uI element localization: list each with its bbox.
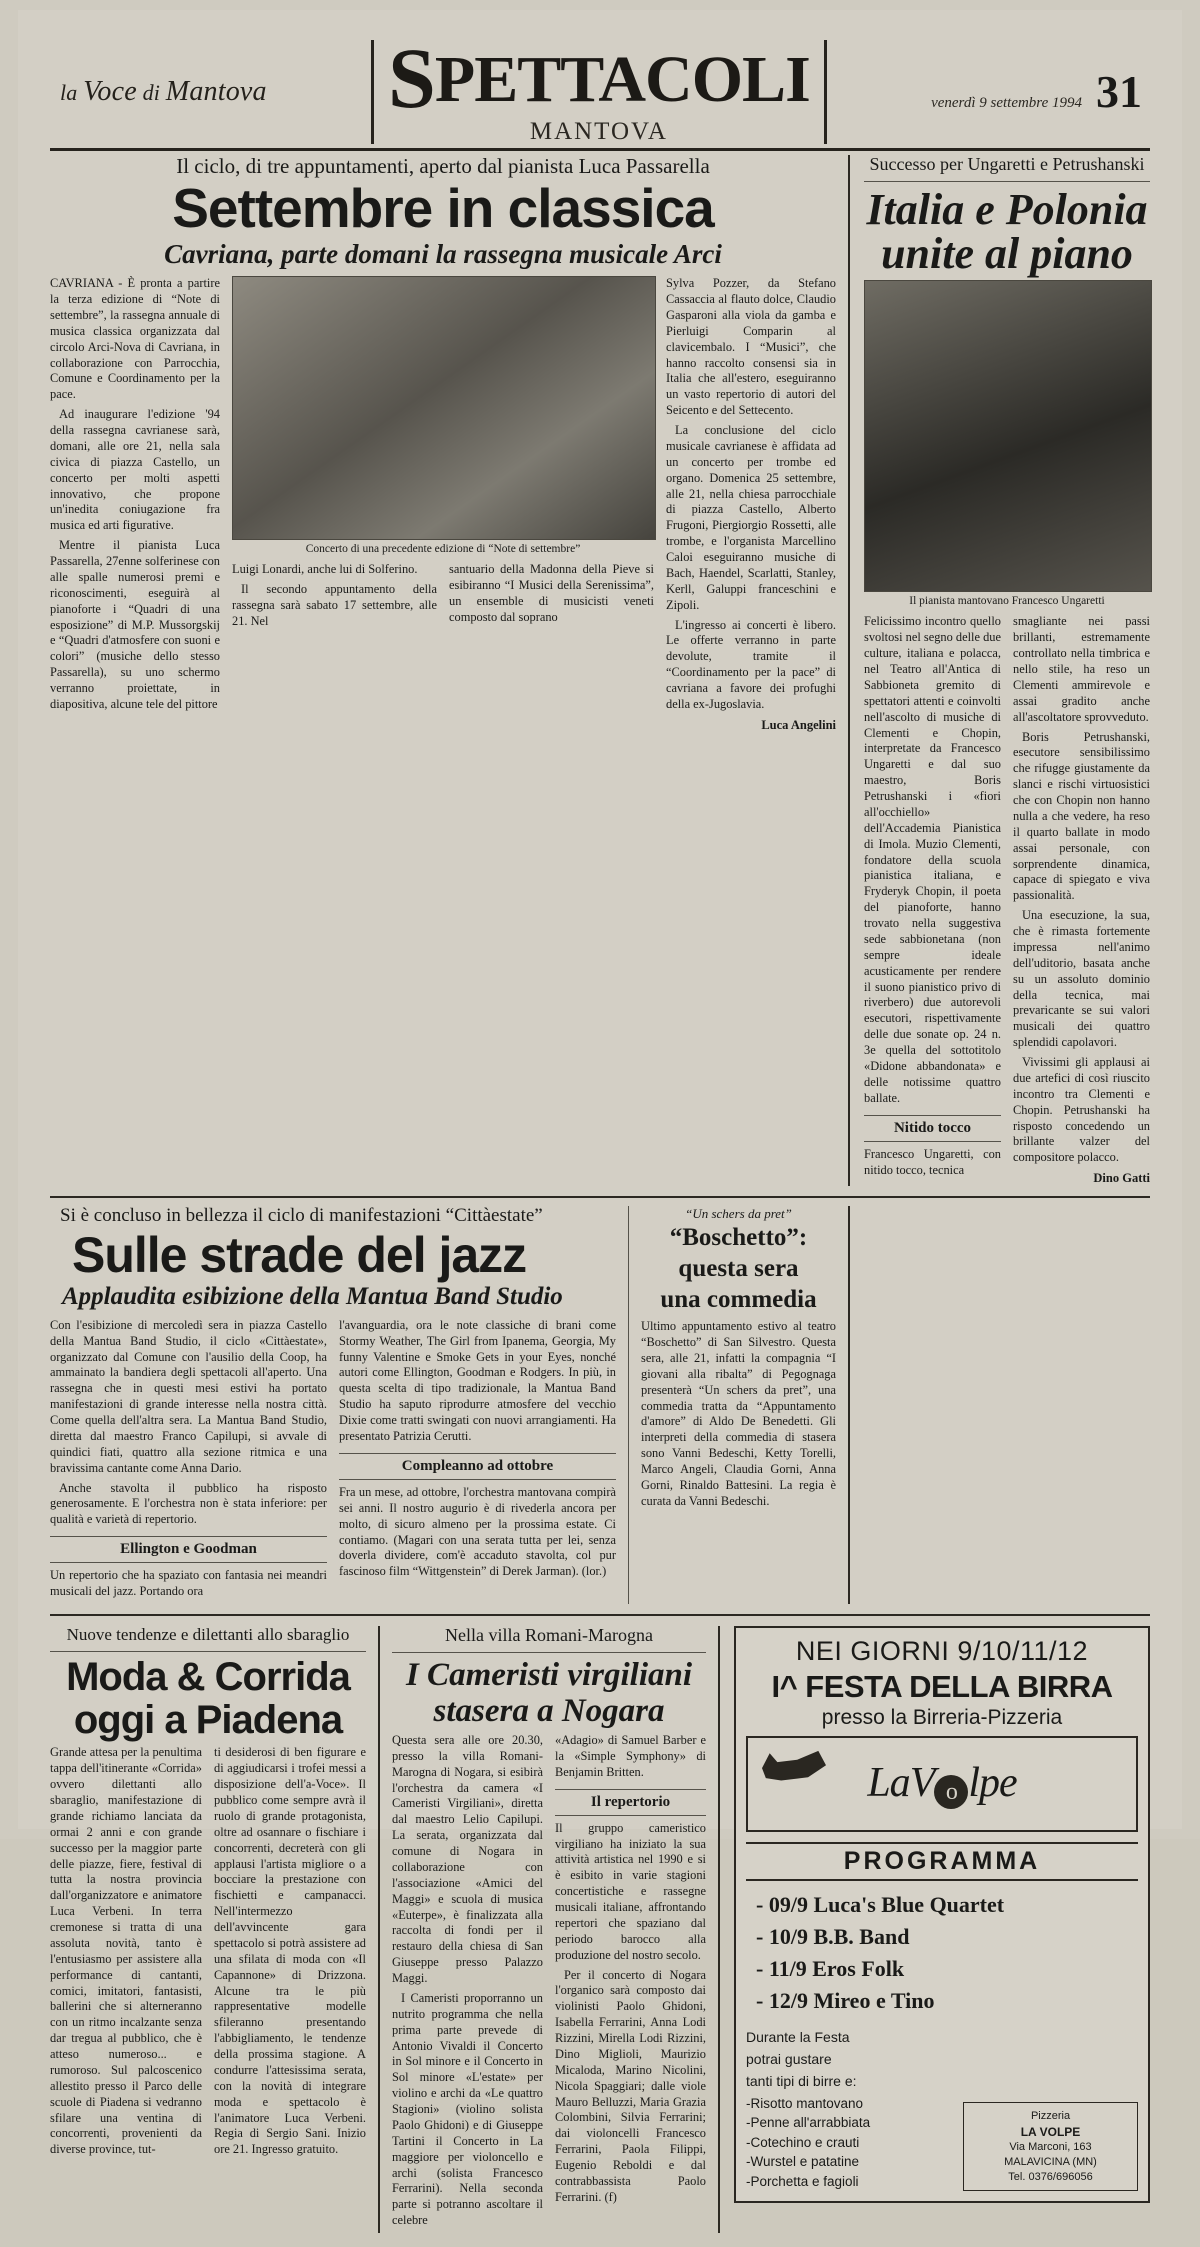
paragraph: Ad inaugurare l'edizione '94 della rassegna cavrianese sarà, domani, alle ore 21, nella sala civica di piazza Castello, un concerto per molti aspetti innovativo, che propone un'inedita coniugazione fra musica ed arti figurative. [50, 407, 220, 533]
article-jazz [50, 1206, 850, 1604]
ad-logo-v: V [909, 1760, 935, 1807]
article-column-2 [232, 562, 437, 634]
publication-logo-la: la [60, 80, 78, 106]
moda-headline-1: Moda & Corrida [66, 1654, 350, 1699]
ad-menu-lead-2: potrai gustare [746, 2050, 832, 2067]
publication-logo-voce: Voce [83, 76, 137, 108]
ad-menu-item: -Wurstel e patatine [746, 2154, 860, 2170]
article-column-4 [666, 276, 836, 733]
paragraph: Per il concerto di Nogara l'organico sarà composto dai violinisti Paolo Ghidoni, Isabella Ferrarini, Anna Lodi Rizzini, Mirella Lodi Rizzini, Dino Miglioli, Maurizio Micaloda, Marino Nicolini, Nicola Spaggiari; dalle viole Mauro Belluzzi, Maria Grazia Colombini, Silvia Ferrarini; dai violoncelli Francesco Ferrarini, Paola Filippi, Eugenio Reboldi e dal contrabbassista Paolo Ferrarini. (f) [555, 1967, 706, 2204]
piano-signature: Dino Gatti [1093, 1171, 1150, 1186]
paragraph: ti desiderosi di ben figurare e di aggiudicarsi i trofei messi a disposizione dell'a-Voce». Il pubblico come sempre avrà il ruolo di grande protagonista, oltre ad osannare o fischiare i concorrenti, decreterà con gli applausi l'artista migliore o a bocciare la prestazione con fischietti e campanacci. Nell'intermezzo dell'avvincente gara spettacolo si potrà assistere ad una sfilata di moda con «Il Capannone» di Drizzona. Alcune tra le più rappresentative modelle sfileranno presentando l'abbigliamento, le tendenze della prossima stagione. A condurre l'attesissima serata, con la novità di integrare moda e spettacolo è l'animatore Luca Verbeni. Regia di Sergio Sani. Inizio ore 21. Ingresso gratuito. [214, 1745, 366, 2157]
ad-program-list [746, 1889, 1138, 2017]
ad-program-title: PROGRAMMA [746, 1842, 1138, 1881]
jazz-headline: Sulle strade del jazz [72, 1227, 527, 1284]
ad-menu-item: -Porchetta e fagioli [746, 2173, 859, 2189]
cameristi-headline-1: I Cameristi virgiliani [405, 1656, 693, 1693]
ad-menu [746, 2027, 953, 2192]
article-kicker: Il ciclo, di tre appuntamenti, aperto dal pianista Luca Passarella [176, 154, 710, 179]
jazz-column-2 [339, 1318, 616, 1604]
section-subtitle: MANTOVA [529, 118, 668, 146]
paragraph: Boris Petrushanski, esecutore sensibilissimo che rifugge giustamente da slanci e rischi virtuosistici che con Chopin non hanno nulla a che vedere, ha reso il quarto ballate in modo assai personale, con sorprendente dinamica, capace di spiegato e viva passionalità. [1013, 729, 1150, 903]
boschetto-headline-3: una commedia [660, 1286, 817, 1314]
paragraph: I Cameristi proporranno un nutrito programma che nella prima parte prevede di Antonio Vivaldi il Concerto in Sol minore e il Concerto in Sol minore «L'estate» per violino e archi da «Le quattro Stagioni» (violino solista Paolo Ghidoni) e di Giuseppe Tartini il Concerto in La maggiore per violoncello e archi (solista Francesco Ferrarini). Nella seconda parte si potranno ascoltare il celebre [392, 1990, 543, 2228]
pianist-photo [864, 280, 1152, 592]
page-number: 31 [1096, 66, 1142, 118]
ad-logo-la: La [867, 1760, 910, 1807]
paragraph: «Adagio» di Samuel Barber e la «Simple Symphony» di Benjamin Britten. [555, 1732, 706, 1779]
ad-business-card [963, 2102, 1138, 2192]
paragraph: Mentre il pianista Luca Passarella, 27enne solferinese con alle spalle numerosi premi e riconoscimenti, eseguirà al pianoforte i “Quadri di una esposizione” di M.P. Mussorgskij e “Quadri d'atmosfere con suoni e colori” (musiche dello stesso Passarella), su uno schermo verranno proiettate, in diapositiva, alcune tele del pittore [50, 538, 220, 711]
cameristi-columns [392, 1733, 706, 2233]
cameristi-column-2 [555, 1733, 706, 2233]
paragraph: Ultimo appuntamento estivo al teatro “Boschetto” di San Silvestro. Questa sera, alle 21, infatti la compagnia “I giovani alla ribalta” di Pegognaga presenterà “Un schers da pret”, una commedia tratta da “Appuntamento d'amore” di Aldo De Benedetti. Gli interpreti della commedia di stasera sono Vanni Bedeschi, Ketty Torelli, Marco Angeli, Claudia Gorni, Anna Gorni, Rinaldo Battesini. La regia è curata da Vanni Bedeschi. [641, 1319, 836, 1508]
divider [50, 1651, 366, 1652]
paragraph: Anche stavolta il pubblico ha risposto generosamente. E l'orchestra non è stata inferiore: per qualità e varietà di repertorio. [50, 1480, 327, 1527]
divider [392, 1652, 706, 1653]
jazz-mid-head-1: Ellington e Goodman [50, 1536, 327, 1563]
ad-title: I^ FESTA DELLA BIRRA [771, 1669, 1113, 1705]
jazz-subhead: Applaudita esibizione della Mantua Band Studio [62, 1282, 563, 1310]
paragraph: l'avanguardia, ora le note classiche di brani come Stormy Weather, The Girl from Ipanema, Georgia, My funny Valentine e Smoke Gets in your Eyes, nonché autori come Ellington, Goodman e Rodgers. In più, in questa scelta di tipo tradizionale, la Mantua Band Studio ha saputo riprodurre atmosfere del vecchio Dixie come tratti swingati con nuovi arrangiamenti. Ha presentato Patrizia Cerutti. [339, 1317, 616, 1443]
moda-column-1 [50, 1745, 202, 2162]
piano-columns [864, 614, 1150, 1186]
ad-card-phone: Tel. 0376/696056 [1008, 2170, 1093, 2183]
ad-menu-lead-3: tanti tipi di birre e: [746, 2073, 857, 2090]
masthead-center [371, 30, 827, 146]
paragraph: CAVRIANA - È pronta a partire la terza edizione di “Note di settembre”, la rassegna annuale di musica classica organizzata dal circolo Arci-Nova di Cavriana, in collaborazione con Parrocchia, Comune e Coordinamento per la pace. [50, 276, 220, 402]
ad-program-item: - 10/9 B.B. Band [756, 1924, 910, 1949]
article-headline: Settembre in classica [172, 177, 714, 240]
article-photo-block [232, 276, 654, 733]
paragraph: Francesco Ungaretti, con nitido tocco, tecnica [864, 1146, 1001, 1177]
ad-card-name: LA VOLPE [1020, 2124, 1081, 2139]
piano-headline-line2: unite al piano [881, 229, 1133, 279]
article-columns [50, 276, 836, 733]
boschetto-headline-1: “Boschetto”: [669, 1224, 808, 1252]
section-title [388, 30, 810, 126]
cameristi-column-1 [392, 1733, 543, 2233]
moda-headline-2: oggi a Piadena [73, 1697, 343, 1742]
photo-caption: Concerto di una precedente edizione di “Note di settembre” [305, 543, 581, 556]
ad-card-address: Via Marconi, 163 [1009, 2140, 1092, 2153]
article-boschetto [629, 1206, 836, 1604]
jazz-mid-head-2: Compleanno ad ottobre [339, 1453, 616, 1480]
publication-logo [50, 76, 267, 108]
ad-menu-item: -Risotto mantovano [746, 2095, 864, 2111]
paragraph: Il secondo appuntamento della rassegna sarà sabato 17 settembre, alle 21. Nel [232, 582, 437, 629]
article-column-1 [50, 276, 220, 733]
jazz-columns [50, 1318, 616, 1604]
ad-program-item: - 12/9 Mireo e Tino [756, 1987, 935, 2013]
paragraph: Una esecuzione, la sua, che è rimasta fortemente impressa nell'animo dell'uditorio, basata anche su un assoluto dominio della tecnica, mai prevaricante se sui valori musicali dei quattro splendidi capolavori. [1013, 908, 1150, 1050]
ad-logo-text [867, 1759, 1016, 1809]
moda-kicker: Nuove tendenze e dilettanti allo sbaraglio [66, 1625, 350, 1645]
publication-logo-city: Mantova [165, 76, 267, 108]
paragraph: santuario della Madonna della Pieve si esibiranno “I Musici della Serenissima”, un ensemble di musicisti veneti composto dal soprano [449, 562, 654, 625]
boschetto-body [641, 1319, 836, 1510]
bottom-section [50, 1614, 1150, 2233]
ad-logo-o: o [934, 1775, 968, 1809]
fox-icon [762, 1746, 826, 1786]
paragraph: Fra un mese, ad ottobre, l'orchestra mantovana compirà sei anni. Il nostro augurio è di rivederla ancora per molto, di sicuro almeno per la prossima estate. Ci contiamo. (Magari con una serata tutta per lei, senza doverla dividere, com'è accaduto stavolta, col pur fascinoso film “Wittgenstein” di Derek Jarman). (lor.) [339, 1484, 616, 1579]
article-signature: Luca Angelini [761, 717, 836, 732]
paragraph: Sylva Pozzer, da Stefano Cassaccia al flauto dolce, Claudio Gasparoni alla viola da gamba e Pierluigi Comparin al clavicembalo. I “Musici”, che hanno raccolto consensi sia in Italia che all'estero, eseguiranno un vasto repertorio di autori del Seicento e del Settecento. [666, 276, 836, 418]
paragraph: Felicissimo incontro quello svoltosi nel segno delle due culture, italiana e polacca, nel Teatro all'Antica di Sabbioneta gremito di spettatori attenti e coinvolti nell'ascolto di musiche di Clementi e Chopin, interpretate da Francesco Ungaretti e dal suo maestro, Boris Petrushanski i «fiori all'occhiello» dell'Accademia Pianistica di Imola. Muzio Clementi, fondatore della scuola pianistica italiana, e Fryderyk Chopin, il poeta del pianoforte, hanno trovato nella suggestiva sede sabbionetana (non sempre ideale acusticamente per rendere il suono pianistico privo di riverbero) due autorevoli esecutori, rispettivamente delle due sonate op. 24 n. 3e quella del sottotitolo «Didone abbandonata» e delle notissime quattro ballate. [864, 614, 1001, 1105]
issue-date: venerdì 9 settembre 1994 [931, 95, 1082, 112]
ad-days: NEI GIORNI 9/10/11/12 [795, 1636, 1089, 1667]
boschetto-headline-2: questa sera [678, 1255, 799, 1283]
paragraph: Con l'esibizione di mercoledì sera in piazza Castello della Mantua Band Studio, il ciclo «Cittàestate», organizzato dal Comune con l'ausilio della Coop, ha ammainato la bandiera degli spettacoli all'aperto. Una rassegna che in questi mesi estivi ha portato manifestazioni di grande interesse nella nostra città. Come quella dell'altra sera. La Mantua Band Studio, diretta dal maestro Franco Capilupi, si avvale di quindici fiati, quattro alla sezione ritmica e una bravissima cantante come Anna Dario. [50, 1317, 327, 1475]
ad-program-item: - 11/9 Eros Folk [756, 1955, 905, 1981]
piano-column-1 [864, 614, 1001, 1186]
piano-column-2 [1013, 614, 1150, 1186]
paragraph: smagliante nei passi brillanti, estremamente controllato nella timbrica e nello stile, ha reso un Clementi ammirevole e assai gradito anche all'ascoltatore sprovveduto. [1013, 614, 1150, 724]
ad-menu-lead-1: Durante la Festa [746, 2028, 850, 2045]
ad-menu-item: -Penne all'arrabbiata [746, 2115, 871, 2131]
paragraph: L'ingresso ai concerti è libero. Le offerte verranno in parte devolute, tramite il “Coordinamento per la pace” di cavriana a favore dei profughi della ex-Jugoslavia. [666, 617, 836, 711]
paragraph: Un repertorio che ha spaziato con fantasia nei meandri musicali del jazz. Portando ora [50, 1568, 327, 1599]
ad-card-city: MALAVICINA (MN) [1004, 2155, 1097, 2168]
ad-menu-item: -Cotechino e crauti [746, 2134, 860, 2150]
middle-right-spacer [850, 1206, 1150, 1604]
ad-logo [746, 1736, 1138, 1832]
ad-program-item: - 09/9 Luca's Blue Quartet [756, 1892, 1005, 1918]
paragraph: Il gruppo cameristico virgiliano ha iniziato la sua attività artistica nel 1990 e si è esibito in varie stagioni concertistiche e rassegne musicali italiane, affrontando repertori che spaziano dal periodo barocco alla produzione del nostro secolo. [555, 1820, 706, 1962]
paragraph: La conclusione del ciclo musicale cavrianese è affidata ad un concerto per trombe ed organo. Domenica 25 settembre, alle 21, nella chiesa parrocchiale di piazza Castello, Alberto Frugoni, Piergiorgio Rossetti, alle trombe, e l'organista Marcellino Caloi eseguiranno musiche di Bach, Haendel, Scarlatti, Stanley, Kerll, Galuppi franceschini e Zipoli. [666, 423, 836, 612]
moda-column-2 [214, 1745, 366, 2162]
paragraph: Luigi Lonardi, anche lui di Solferino. [232, 562, 418, 577]
jazz-layout [50, 1206, 836, 1604]
concert-photo [232, 276, 656, 540]
ad-footer [746, 2027, 1138, 2192]
moda-columns [50, 1745, 366, 2162]
jazz-column-1 [50, 1318, 327, 1604]
section-title-dropcap: S [388, 30, 435, 126]
article-italia-polonia [850, 155, 1150, 1186]
jazz-kicker: Si è concluso in bellezza il ciclo di manifestazioni “Cittàestate” [60, 1205, 543, 1227]
cameristi-headline-2: stasera a Nogara [433, 1692, 665, 1729]
publication-logo-di: di [142, 80, 161, 106]
article-column-3 [449, 562, 654, 634]
article-settembre-classica [50, 155, 850, 1186]
masthead [50, 30, 1150, 151]
ad-box [734, 1626, 1150, 2203]
top-section [50, 155, 1150, 1186]
photo-sub-columns [232, 562, 654, 634]
piano-mid-head: Nitido tocco [864, 1115, 1001, 1142]
ad-card-tag: Pizzeria [1030, 2109, 1071, 2122]
advertisement-festa-birra [720, 1626, 1150, 2233]
page-inner [32, 10, 1168, 2247]
article-subhead: Cavriana, parte domani la rassegna musicale Arci [164, 238, 722, 269]
cameristi-mid-head: Il repertorio [555, 1789, 706, 1816]
section-title-last: I [785, 43, 810, 116]
article-cameristi [380, 1626, 720, 2233]
divider [864, 181, 1150, 182]
boschetto-quote: “Un schers da pret” [685, 1206, 792, 1222]
section-title-rest: PETTACOL [434, 43, 786, 116]
article-moda-corrida [50, 1626, 380, 2233]
jazz-main [50, 1206, 629, 1604]
ad-subtitle: presso la Birreria-Pizzeria [821, 1706, 1063, 1730]
paragraph: Vivissimi gli applausi ai due artefici di così riuscito incontro tra Clementi e Chopin. Petrushanski ha risposto concedendo un brillante valzer del compositore polacco. [1013, 1055, 1150, 1165]
paper-sheet [18, 10, 1182, 2228]
paragraph: Grande attesa per la penultima tappa dell'itinerante «Corrida» ovvero dilettanti allo sbaraglio, manifestazione di grande richiamo lanciata da ormai 2 anni e con grande successo per la maggior parte delle piazze, fiere, festival di tutta la nostra provincia dall'organizzatore e animatore Luca Verbeni. In terra cremonese si tratta di una assoluta novità, tanto è l'entusiasmo per assistere alla performance di cantanti, comici, imitatori, fantasisti, ballerini che si alterneranno con un ritmo incalzante senza dar tregua al pubblico, che è atteso numeroso... e rumoroso. Sul palcoscenico allestito presso il Parco delle scuole di Piadena si vedranno sfilare una ventina di concorrenti, provenienti da diverse province, tut- [50, 1745, 202, 2157]
paragraph: Questa sera alle ore 20.30, presso la villa Romani-Marogna di Nogara, si esibirà l'orchestra da camera «I Cameristi Virgiliani», diretta dal maestro Lelio Capilupi. La serata, organizzata dal comune di Nogara in collaborazione con l'associazione «Amici del Maggi» e scuola di musica «Euterpe», è finalizzata alla raccolta di fondi per il restauro della chiesa di San Giuseppe presso Palazzo Maggi. [392, 1732, 543, 1986]
piano-headline-line1: Italia e Polonia [866, 185, 1148, 235]
cameristi-kicker: Nella villa Romani-Marogna [445, 1625, 653, 1646]
pianist-photo-caption: Il pianista mantovano Francesco Ungaretti [909, 595, 1105, 608]
middle-section [50, 1196, 1150, 1604]
masthead-right [931, 66, 1150, 118]
piano-kicker: Successo per Ungaretti e Petrushanski [869, 154, 1145, 175]
ad-logo-lpe: lpe [968, 1760, 1017, 1807]
